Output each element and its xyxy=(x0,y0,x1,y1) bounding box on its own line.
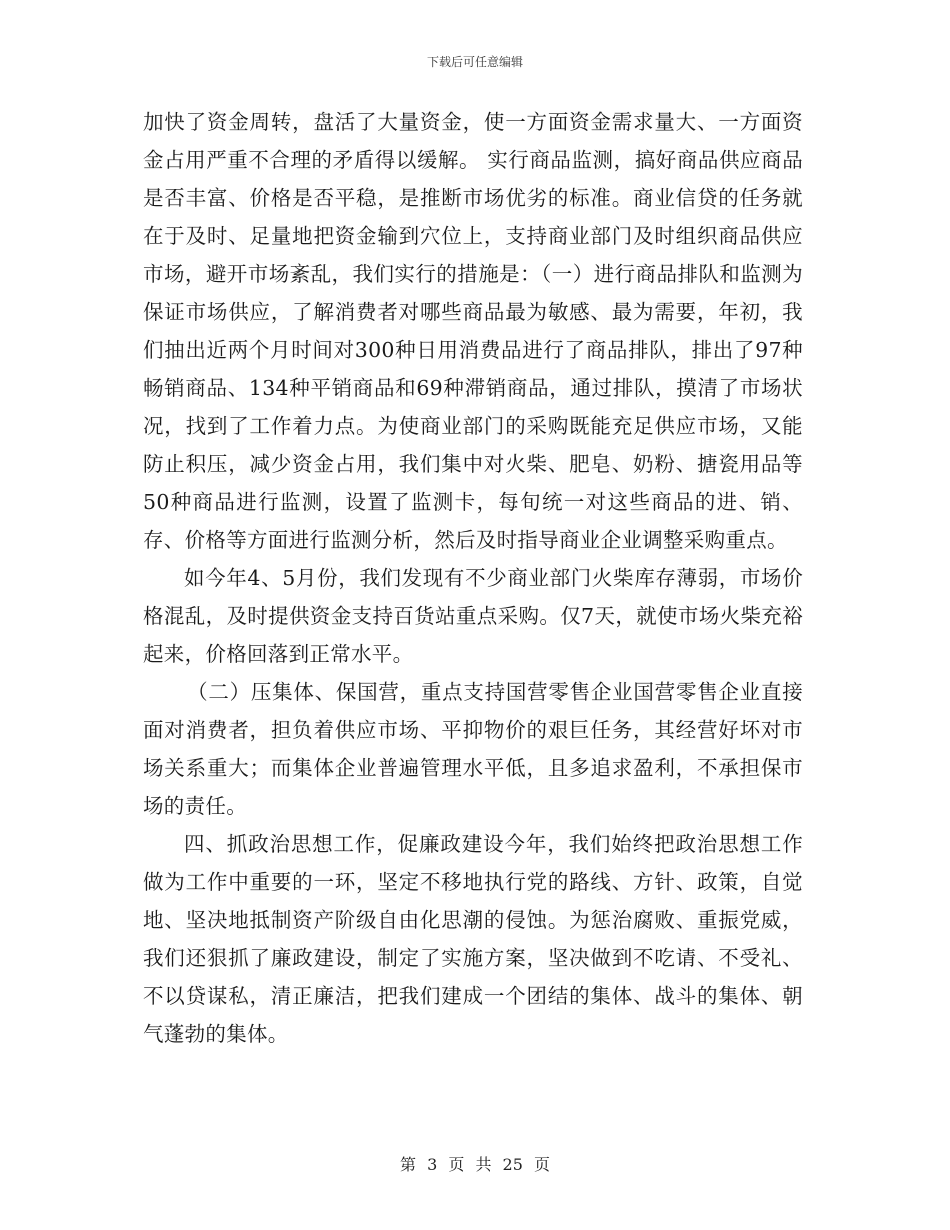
page-number-footer: 第 3 页 共 25 页 xyxy=(400,1155,550,1174)
paragraph-1: 加快了资金周转，盘活了大量资金，使一方面资金需求量大、一方面资金占用严重不合理的矛盾得以缓解。 实行商品监测，搞好商品供应商品是否丰富、价格是否平稳，是推断市场优劣的标准。商业信贷的任务就在于及时、足量地把资金输到穴位上，支持商业部门及时组织商品供应市场，避开市场紊乱，我们实行的措施是：（一）进行商品排队和监测为保证市场供应，了解消费者对哪些商品最为敏感、最为需要，年初，我们抽出近两个月时间对300种日用消费品进行了商品排队，排出了97种畅销商品、134种平销商品和69种滞销商品，通过排队，摸清了市场状况，找到了工作着力点。为使商业部门的采购既能充足供应市场，又能防止积压，减少资金占用，我们集中对火柴、肥皂、奶粉、搪瓷用品等50种商品进行监测，设置了监测卡，每旬统一对这些商品的进、销、存、价格等方面进行监测分析，然后及时指导商业企业调整采购重点。 xyxy=(143,110,803,552)
document-body xyxy=(143,103,803,1053)
paragraph-4: 四、抓政治思想工作，促廉政建设今年，我们始终把政治思想工作做为工作中重要的一环，坚定不移地执行党的路线、方针、政策，自觉地、坚决地抵制资产阶级自由化思潮的侵蚀。为惩治腐败、重振党威，我们还狠抓了廉政建设，制定了实施方案，坚决做到不吃请、不受礼、不以贷谋私，清正廉洁，把我们建成一个团结的集体、战斗的集体、朝气蓬勃的集体。 xyxy=(143,832,803,1046)
paragraph-2: 如今年4、5月份，我们发现有不少商业部门火柴库存薄弱，市场价格混乱，及时提供资金支持百货站重点采购。仅7天，就使市场火柴充裕起来，价格回落到正常水平。 xyxy=(143,566,803,666)
header-note: 下载后可任意编辑 xyxy=(426,55,523,69)
paragraph-3: （二）压集体、保国营，重点支持国营零售企业国营零售企业直接面对消费者，担负着供应市场、平抑物价的艰巨任务，其经营好坏对市场关系重大；而集体企业普遍管理水平低，且多追求盈利，不承担保市场的责任。 xyxy=(143,680,803,818)
